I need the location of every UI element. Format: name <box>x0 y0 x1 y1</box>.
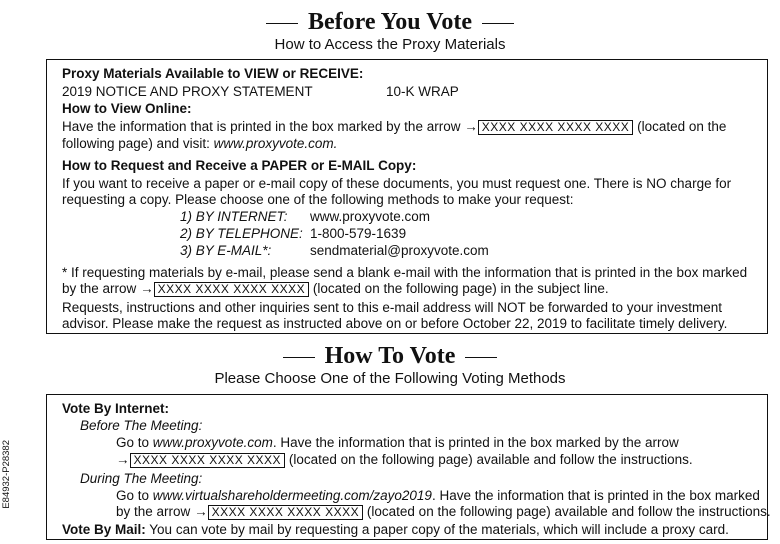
vote-mail-text: You can vote by mail by requesting a paper copy of the materials, which will include a proxy card. <box>149 522 729 537</box>
method-value-internet[interactable]: www.proxyvote.com <box>310 209 431 224</box>
title-rule-left <box>283 357 315 358</box>
arrow-icon: → <box>464 119 478 134</box>
how-title-text: How To Vote <box>324 343 456 369</box>
view-text-2: (located on the <box>637 119 727 134</box>
before-title-text: Before You Vote <box>308 9 472 35</box>
method-value-email[interactable]: sendmaterial@proxyvote.com <box>310 243 489 258</box>
before-line-2 <box>116 452 693 468</box>
before-line-1 <box>116 435 679 451</box>
virtual-meeting-link[interactable]: www.virtualshareholdermeeting.com/zayo2019 <box>152 488 432 503</box>
control-number-box: XXXX XXXX XXXX XXXX <box>130 453 286 468</box>
requests-line-2: advisor. Please make the request as instructed above on or before October 22, 2019 to facilitate timely delivery. <box>62 316 728 331</box>
before-subtitle: How to Access the Proxy Materials <box>274 36 506 53</box>
control-number-box: XXXX XXXX XXXX XXXX <box>208 505 364 520</box>
during-line-1 <box>116 488 760 504</box>
request-heading: How to Request and Receive a PAPER or E-MAIL Copy: <box>62 158 417 173</box>
during-line-2 <box>116 504 771 520</box>
view-text: Have the information that is printed in the box marked by the arrow <box>62 119 461 134</box>
title-rule-left <box>266 23 298 24</box>
during-meeting-label: During The Meeting: <box>80 471 203 486</box>
how-to-vote-title <box>0 342 780 370</box>
method-value-telephone[interactable]: 1-800-579-1639 <box>310 226 407 241</box>
control-number-box: XXXX XXXX XXXX XXXX <box>478 120 634 135</box>
arrow-icon: → <box>116 452 130 467</box>
arrow-icon: → <box>194 504 208 519</box>
view-line-1 <box>62 119 726 135</box>
during-text-a: by the arrow <box>116 504 191 519</box>
before-meeting-label: Before The Meeting: <box>80 418 203 433</box>
requests-line-1: Requests, instructions and other inquiries sent to this e-mail address will NOT be forwarded to your investment <box>62 300 723 315</box>
during-text: . Have the information that is printed in the box marked <box>431 488 760 503</box>
view-line-2 <box>62 136 337 152</box>
request-line-2: requesting a copy. Please choose one of the following methods to make your request: <box>62 192 574 207</box>
method-label-telephone: 2) BY TELEPHONE: <box>180 226 303 241</box>
note-line-1: * If requesting materials by e-mail, please send a blank e-mail with the information that is printed in the box marked <box>62 265 748 280</box>
note-text-a: by the arrow <box>62 281 137 296</box>
control-number-box: XXXX XXXX XXXX XXXX <box>154 282 310 297</box>
during-text-b: (located on the following page) available and follow the instructions. <box>366 504 771 519</box>
proxyvote-link[interactable]: www.proxyvote.com <box>152 435 273 450</box>
before-goto: Go to <box>116 435 150 450</box>
before-you-vote-title <box>0 8 780 36</box>
vote-internet-heading: Vote By Internet: <box>62 401 170 416</box>
materials-heading: Proxy Materials Available to VIEW or RECEIVE: <box>62 66 364 81</box>
proxyvote-link[interactable]: www.proxyvote.com. <box>213 136 338 151</box>
method-label-email: 3) BY E-MAIL*: <box>180 243 272 258</box>
doc-10k-wrap: 10-K WRAP <box>386 84 459 99</box>
method-label-internet: 1) BY INTERNET: <box>180 209 288 224</box>
vote-mail-line <box>62 522 729 538</box>
title-rule-right <box>465 357 497 358</box>
request-line-1: If you want to receive a paper or e-mail copy of these documents, you must request one. There is NO charge for <box>62 176 732 191</box>
vote-mail-heading: Vote By Mail: <box>62 522 146 537</box>
during-goto: Go to <box>116 488 150 503</box>
document-code: E84932-P28382 <box>1 440 12 509</box>
how-subtitle: Please Choose One of the Following Voting Methods <box>214 370 566 387</box>
before-text: . Have the information that is printed in the box marked by the arrow <box>272 435 679 450</box>
view-text-3: following page) and visit: <box>62 136 210 151</box>
note-text-b: (located on the following page) in the subject line. <box>312 281 609 296</box>
view-online-heading: How to View Online: <box>62 101 192 116</box>
note-line-2 <box>62 281 609 297</box>
arrow-icon: → <box>140 281 154 296</box>
doc-notice-proxy: 2019 NOTICE AND PROXY STATEMENT <box>62 84 313 99</box>
before-text-2: (located on the following page) available and follow the instructions. <box>288 452 693 467</box>
title-rule-right <box>482 23 514 24</box>
